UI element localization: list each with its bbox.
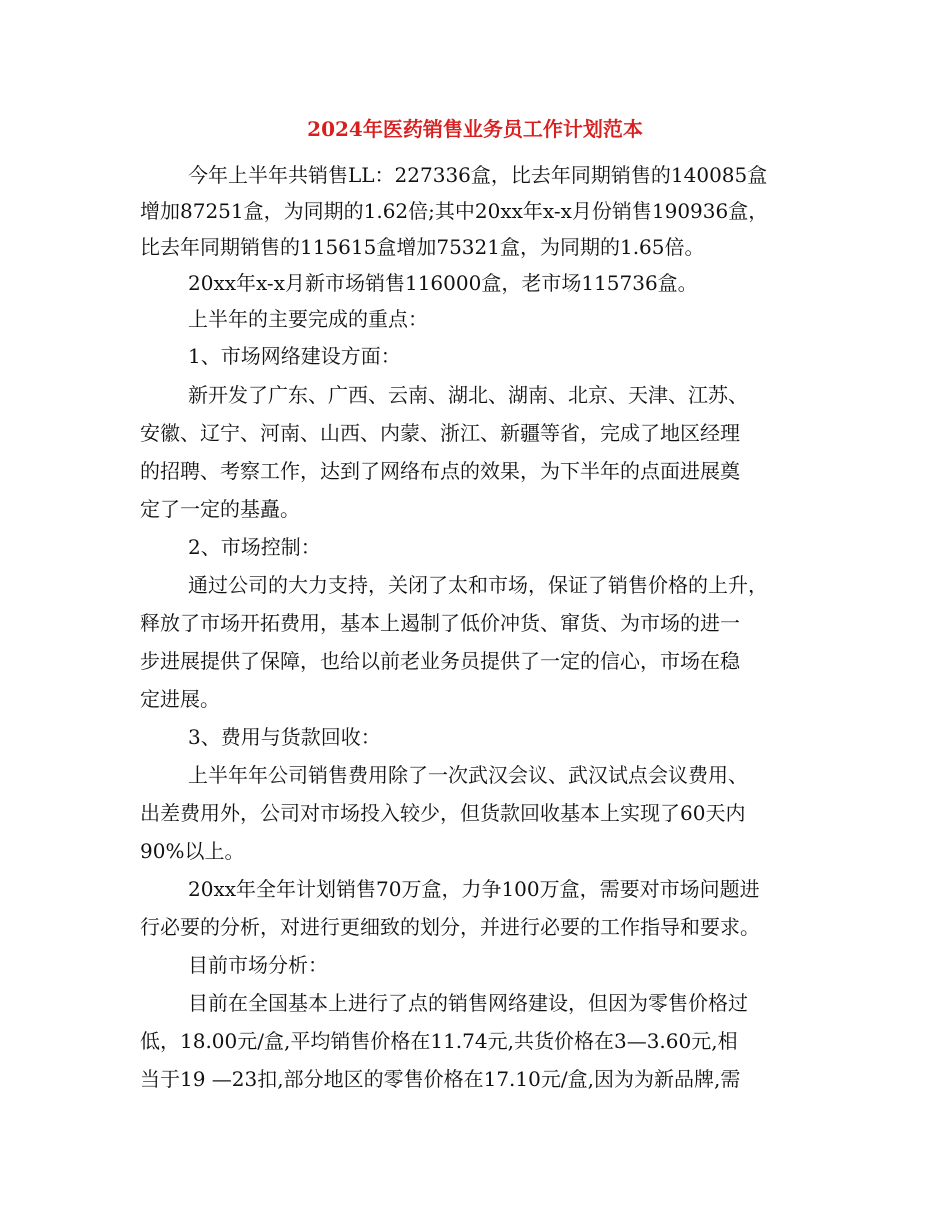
text-line: 20xx年x-x月新市场销售116000盒，老市场115736盒。 <box>188 271 698 295</box>
section-heading: 1、市场网络建设方面： <box>188 344 401 368</box>
text-line: 增加87251盒，为同期的1.62倍;其中20xx年x-x月份销售190936盒， <box>140 199 769 223</box>
text-line: 90%以上。 <box>140 839 245 863</box>
text-line: 定了一定的基矗。 <box>140 497 300 521</box>
text-line: 低，18.00元/盒,平均销售价格在11.74元,共货价格在3—3.60元,相 <box>140 1029 738 1053</box>
text-line: 比去年同期销售的115615盒增加75321盒，为同期的1.65倍。 <box>140 235 705 259</box>
text-line: 定进展。 <box>140 687 220 711</box>
text-line: 20xx年全年计划销售70万盒，力争100万盒，需要对市场问题进 <box>188 877 760 901</box>
section-heading: 目前市场分析： <box>188 953 328 977</box>
text-line: 目前在全国基本上进行了点的销售网络建设，但因为零售价格过 <box>188 991 748 1015</box>
text-line: 今年上半年共销售LL：227336盒，比去年同期销售的140085盒 <box>188 163 768 187</box>
section-heading: 2、市场控制： <box>188 535 321 559</box>
text-line: 上半年年公司销售费用除了一次武汉会议、武汉试点会议费用、 <box>188 763 748 787</box>
text-line: 通过公司的大力支持，关闭了太和市场，保证了销售价格的上升， <box>188 573 768 597</box>
text-line: 行必要的分析，对进行更细致的划分，并进行必要的工作指导和要求。 <box>140 915 760 939</box>
text-line: 步进展提供了保障，也给以前老业务员提供了一定的信心，市场在稳 <box>140 649 740 673</box>
text-line: 出差费用外，公司对市场投入较少，但货款回收基本上实现了60天内 <box>140 801 746 825</box>
text-line: 的招聘、考察工作，达到了网络布点的效果，为下半年的点面进展奠 <box>140 459 740 483</box>
text-line: 上半年的主要完成的重点： <box>188 307 428 331</box>
section-heading: 3、费用与货款回收： <box>188 725 381 749</box>
text-line: 安徽、辽宁、河南、山西、内蒙、浙江、新疆等省，完成了地区经理 <box>140 421 740 445</box>
text-line: 释放了市场开拓费用，基本上遏制了低价冲货、窜货、为市场的进一 <box>140 611 740 635</box>
text-line: 当于19 —23扣,部分地区的零售价格在17.10元/盒,因为为新品牌,需 <box>140 1067 741 1091</box>
text-line: 新开发了广东、广西、云南、湖北、湖南、北京、天津、江苏、 <box>188 383 748 407</box>
document-title: 2024年医药销售业务员工作计划范本 <box>307 117 643 141</box>
